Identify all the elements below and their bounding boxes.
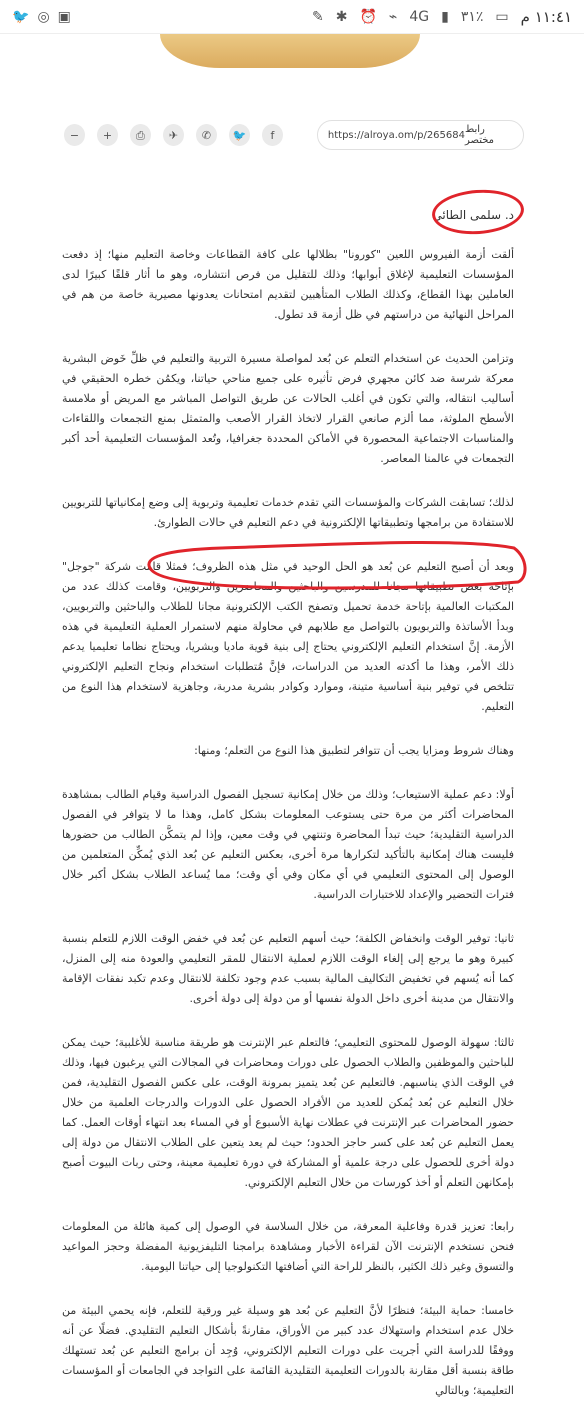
clock: ١١:٤١ م xyxy=(520,7,572,26)
twitter-button[interactable]: 🐦 xyxy=(229,124,250,146)
paragraph: رابعا: تعزيز قدرة وفاعلية المعرفة، من خلال السلاسة في الوصول إلى كمية هائلة من المعلومات فنحن نستخدم الإنترنت الآن لقراءة الأخبار ومشاهدة برامجنا التليفزيونية المفضلة وحجز المواعيد والتسوق وغير ذلك الكثير، بالنظر للراحة التي أضافتها التكنولوجيا إلى حياتنا اليومية. xyxy=(62,1220,514,1273)
wifi-icon: ⌁ xyxy=(388,8,398,25)
author-name: د. سلمى الطائي xyxy=(432,208,514,222)
share-bar xyxy=(64,118,524,152)
paragraph: وتزامن الحديث عن استخدام التعلم عن بُعد لمواصلة مسيرة التربية والتعليم في ظلِّ خَوض البشرية معركة شرسة ضد كائن مجهري فرض تأثيره على جميع مناحي حياتنا، ويكمُن خطره الحقيقي في أساليب انتقاله، والتي تكون في أغلب الحالات عن طريق التواصل المباشر مع المريض أو ملامسة الأسطح الملوثة، مما ألزم صانعي القرار لاتخاذ القرار الأصعب والمتمثل بمنع التجمعات واللقاءات والمناسبات الاجتماعية المحصورة في الأماكن المحددة جغرافيا، وتُعد المؤسسات التعليمية أحد أكبر التجمعات في عالمنا المعاصر. xyxy=(62,352,514,465)
paragraph: أولا: دعم عملية الاستيعاب؛ وذلك من خلال إمكانية تسجيل الفصول الدراسية وقيام الطالب بمشاهدة المحاضرات أكثر من مرة حتى يستوعب المعلومات بشكل كامل، وهذا ما لا يتوافر في الفصول الدراسية التقليدية؛ حيث تبدأ المحاضرة وتنتهي في وقت معين، وإذا لم يتمكَّن الطالب من حضورها فليست هناك إمكانية بالتأكيد لتكرارها مرة أخرى، بعكس التعليم عن بُعد الذي يُمكِّن المتعلمين من الوصول إلى المحتوى التعليمي في أي مكان وفي أي وقت؛ مما يُساعد الطلاب بشكل أكبر خلال فترات التحضير والإعداد للاختبارات الدراسية. xyxy=(62,788,514,901)
signal-icon: ▮ xyxy=(441,8,449,25)
paragraph: وبعد أن أصبح التعليم عن بُعد هو الحل الوحيد في مثل هذه الظروف؛ فمثلا قامت شركة "جوجل" بإتاحة بعض تطبيقاتها مجانا للمدرسين والباحثين والمحاضرين والتربويين، وقامت كذلك عدد من المكتبات العالمية بإتاحة خدمة تحميل وتصفح الكتب الإلكترونية مجانا للطلاب والباحثين والتربويين، وبدأ الأساتذة والتربويون بالتواصل مع طلابهم في محاولة منهم لاستمرار العملية التعليمية في هذه الأزمة. إنَّ استخدام التعليم الإلكتروني يحتاج إلى بنية قوية ماديا وبشريا، ويحتاج نظاما تعليميا يدعم ذلك الأمر، وهذا ما أكدته العديد من الدراسات، فإنَّ مُتطلبات استخدام ونجاح التعليم الإلكتروني تتلخص في توفير بنية أساسية متينة، وموارد وكوادر بشرية مدربة، وجاهزية لاستخدام هذا النوع من التعليم. xyxy=(62,560,514,713)
battery-icon: ▭ xyxy=(495,8,509,25)
facebook-button[interactable]: f xyxy=(262,124,283,146)
vibrate-icon: ✎ xyxy=(312,8,324,25)
short-url-label: رابط مختصر xyxy=(465,124,495,146)
instagram-icon: ◎ xyxy=(37,8,50,25)
short-url-box[interactable] xyxy=(317,120,524,150)
twitter-icon: 🐦 xyxy=(12,8,30,25)
short-url[interactable]: https://alroya.om/p/265684 xyxy=(327,129,465,141)
print-button[interactable]: ⎙ xyxy=(130,124,151,146)
increase-font-button[interactable]: + xyxy=(97,124,118,146)
paragraph: ألقت أزمة الفيروس اللعين "كورونا" بظلالها على كافة القطاعات وخاصة التعليم منها؛ إذ دفعت المؤسسات التعليمية لإغلاق أبوابها؛ وذلك للتقليل من فرص انتشاره، وهو ما أثار قلقًا كبيرًا لدى العاملين بهذا القطاع، وكذلك الطلاب المتأهبين لتقديم امتحانات يعدونها مصيرية خاصة من هم في المراحل النهائية من دراستهم في ظل أزمة قد تطول. xyxy=(62,248,514,321)
alarm-icon: ⏰ xyxy=(359,8,377,25)
article-hero-image xyxy=(160,34,420,68)
paragraph: ثانيا: توفير الوقت وانخفاض الكلفة؛ حيث أسهم التعليم عن بُعد في خفض الوقت اللازم للتعلم بنسبة كبيرة وهو ما يرجع إلى إلغاء الوقت اللازم لعملية الانتقال للمقر التعليمي والعودة منه إلى المنزل، كما أنه يُسهم في تخفيض التكاليف المالية بسبب عدم وجود تكلفة للانتقال وعدم تكبد نفقات الإقامة والانتقال من مدينة أخرى داخل الدولة نفسها أو من دولة إلى دولة أخرى. xyxy=(62,932,514,1005)
article-body xyxy=(62,205,514,1425)
paragraph: خامسا: حماية البيئة؛ فنظرًا لأنَّ التعليم عن بُعد هو وسيلة غير ورقية للتعلم، فإنه يحمي البيئة من خلال عدم استخدام واستهلاك عدد كبير من الأوراق، مقارنةً بأشكال التعليم التقليدي. فضلًا عن أنه ووفقًا للدراسة التي أجريت على دورات التعليم الإلكتروني، وُجِد أن برامج التعليم عن بُعد تستهلك طاقة بنسبة أقل مقارنة بالدورات التعليمية التقليدية القائمة على التواجد في الجامعات أو المؤسسات التعليمية؛ وبالتالي xyxy=(62,1304,514,1397)
battery-percent: ٣١٪ xyxy=(460,8,484,25)
status-left xyxy=(12,10,71,24)
telegram-button[interactable]: ✈ xyxy=(163,124,184,146)
paragraph: ثالثا: سهولة الوصول للمحتوى التعليمي؛ فالتعلم عبر الإنترنت هو طريقة مناسبة للأغلبية؛ حيث يمكن للباحثين والموظفين والطلاب الحصول على دورات ومحاضرات في المجالات التي يرغبون فيها، وذلك في الوقت الذي يناسبهم. فالتعليم عن بُعد يتميز بمرونة الوقت، على عكس الفصول التقليدية، فمن خلال التعليم عن بُعد يُمكن للعديد من الأفراد الحصول على الدورات والدرجات العلمية من خلال حضور المحاضرات عبر الإنترنت في عطلات نهاية الأسبوع أو في المساء بعد انتهاء أوقات العمل. كما يعمل التعليم عن بُعد على كسر حاجز الحدود؛ حيث لم يعد يتعين على الطلاب الانتقال من دولة إلى دولة أخرى للحصول على درجة علمية أو المشاركة في دورة تعليمية معينة، وحتى ربات البيوت أصبح بإمكانهن التعلم أو أخذ كورسات من خلال التعليم الإلكتروني. xyxy=(62,1036,514,1189)
decrease-font-button[interactable]: − xyxy=(64,124,85,146)
bluetooth-icon: ✱ xyxy=(335,8,348,25)
status-right xyxy=(312,8,572,26)
paragraph: وهناك شروط ومزايا يجب أن تتوافر لتطبيق هذا النوع من التعلم؛ ومنها: xyxy=(194,744,514,757)
status-bar xyxy=(0,0,584,34)
paragraph: لذلك؛ تسابقت الشركات والمؤسسات التي تقدم خدمات تعليمية وتربوية إلى وضع إمكانياتها للتربويين للاستفادة من برامجها وتطبيقاتها الإلكترونية في دعم التعليم في حالات الطوارئ. xyxy=(62,496,514,529)
network-4g-icon: 4G xyxy=(409,8,430,25)
whatsapp-button[interactable]: ✆ xyxy=(196,124,217,146)
gallery-icon: ▣ xyxy=(57,8,71,25)
